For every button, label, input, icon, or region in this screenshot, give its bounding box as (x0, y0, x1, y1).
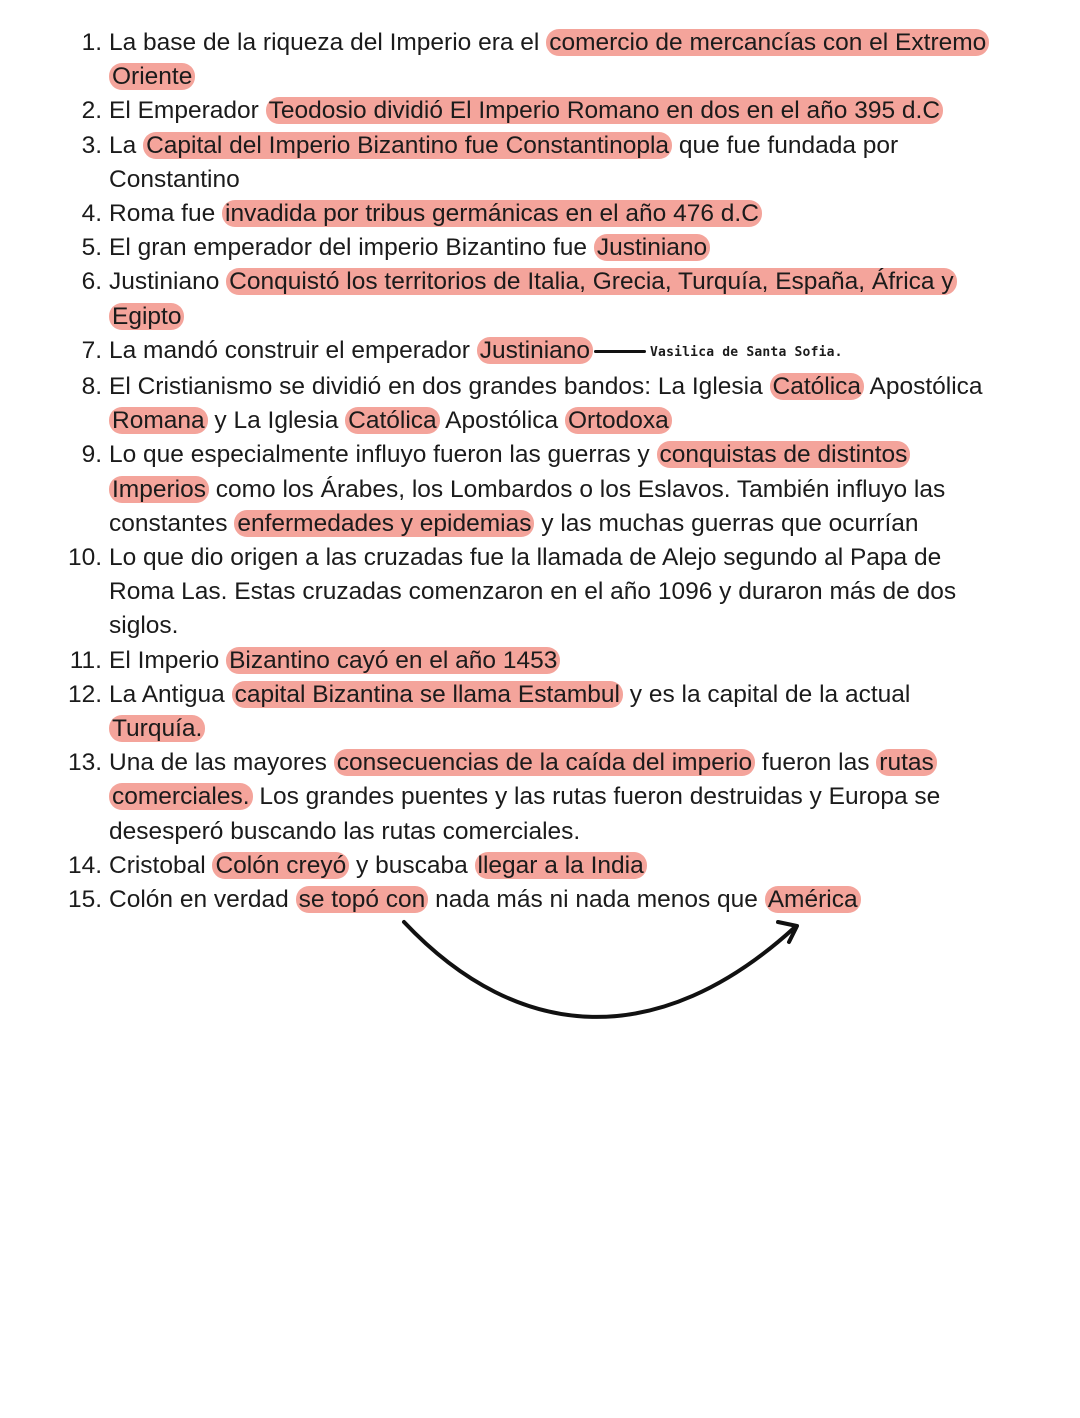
item-number: 10. (67, 544, 102, 572)
answer-item (0, 334, 1080, 370)
answer-item (0, 129, 1080, 197)
answer-text: y es la capital de la actual (623, 680, 911, 708)
highlighted-answer: rutas comerciales. (109, 749, 937, 810)
answer-text: Una de las mayores (109, 749, 334, 777)
answer-text: Los grandes puentes y las rutas fueron destruidas y Europa se desesperó buscando las rutas comerciales. (109, 783, 941, 845)
item-number: 14. (67, 851, 102, 879)
highlighted-answer: invadida por tribus germánicas en el año 476 d.C (222, 200, 762, 227)
item-number: 15. (67, 886, 102, 914)
answer-text: El gran emperador del imperio Bizantino fue (109, 234, 594, 262)
answer-text: Cristobal (109, 851, 213, 879)
answer-item (0, 26, 1080, 94)
answer-item (0, 678, 1080, 746)
answer-text: Apostólica (864, 373, 983, 401)
highlighted-answer: comercio de mercancías con el Extremo Oriente (109, 29, 989, 90)
highlighted-answer: Capital del Imperio Bizantino fue Constantinopla (143, 132, 672, 159)
answer-item (0, 746, 1080, 849)
answer-text: nada más ni nada menos que (428, 886, 765, 914)
highlighted-answer: Católica (345, 407, 440, 434)
answer-item (0, 541, 1080, 644)
handwritten-note: Vasilica de Santa Sofia. (650, 344, 843, 360)
answer-item (0, 197, 1080, 231)
arrow-curve (404, 922, 794, 1017)
answer-text: La mandó construir el emperador (109, 336, 477, 364)
highlighted-answer: Católica (770, 373, 865, 400)
answer-text: El Cristianismo se dividió en dos grandes bandos: La Iglesia (109, 373, 770, 401)
answer-text: El Imperio (109, 646, 227, 674)
highlighted-answer: Justiniano (594, 234, 710, 261)
arrow-head (778, 922, 797, 942)
answer-text: La base de la riqueza del Imperio era el (109, 29, 547, 56)
item-number: 9. (81, 441, 102, 469)
highlighted-answer: se topó con (296, 886, 429, 913)
answer-text: que fue fundada por Constantino (109, 131, 899, 193)
highlighted-answer: Colón creyó (212, 852, 349, 879)
highlighted-answer: enfermedades y epidemias (234, 510, 534, 537)
item-number: 1. (81, 29, 102, 56)
highlighted-answer: conquistas de distintos Imperios (109, 441, 910, 502)
item-number: 2. (81, 97, 102, 125)
answer-list (0, 26, 1080, 917)
answer-text: El Emperador (109, 97, 266, 125)
highlighted-answer: consecuencias de la caída del imperio (334, 749, 755, 776)
highlighted-answer: capital Bizantina se llama Estambul (232, 681, 623, 708)
answer-text: Lo que dio origen a las cruzadas fue la llamada de Alejo segundo al Papa de Roma Las. Estas cruzadas comenzaron en el año 1096 y duraron más de dos siglos. (109, 544, 957, 640)
answer-text: La Antigua (109, 680, 232, 708)
answer-item (0, 883, 1080, 917)
answer-item (0, 438, 1080, 541)
answer-text: fueron las (755, 749, 877, 777)
answer-text: Lo que especialmente influyo fueron las guerras y (109, 441, 657, 469)
highlighted-answer: Bizantino cayó en el año 1453 (226, 647, 560, 674)
answer-text: y buscaba (349, 851, 475, 879)
item-number: 5. (81, 234, 102, 262)
highlighted-answer: Conquistó los territorios de Italia, Grecia, Turquía, España, África y Egipto (109, 268, 957, 329)
answer-text: Colón en verdad (109, 886, 296, 914)
item-number: 6. (81, 268, 102, 296)
highlighted-answer: Justiniano (477, 337, 593, 364)
highlighted-answer: Turquía. (109, 715, 205, 742)
answer-sheet (0, 26, 1080, 917)
answer-text: Apostólica (439, 407, 565, 435)
item-number: 4. (81, 200, 102, 228)
answer-text: Roma fue (109, 200, 223, 228)
highlighted-answer: llegar a la India (475, 852, 647, 879)
item-number: 12. (67, 680, 102, 708)
highlighted-answer: Teodosio dividió El Imperio Romano en dos en el año 395 d.C (266, 97, 943, 124)
answer-text: y La Iglesia (207, 407, 346, 435)
item-number: 8. (81, 373, 102, 401)
item-number: 11. (69, 646, 102, 674)
answer-text: como los Árabes, los Lombardos o los Eslavos. También influyo las constantes (109, 475, 946, 537)
highlighted-answer: Romana (109, 407, 208, 434)
answer-item (0, 370, 1080, 438)
pen-stroke-line (594, 350, 646, 353)
highlighted-answer: Ortodoxa (565, 407, 672, 434)
answer-item (0, 644, 1080, 678)
answer-item (0, 231, 1080, 265)
item-number: 13. (67, 749, 102, 777)
answer-item (0, 265, 1080, 333)
highlighted-answer: América (765, 886, 861, 913)
answer-text: y las muchas guerras que ocurrían (534, 509, 919, 537)
answer-text: Justiniano (109, 268, 227, 296)
answer-item (0, 94, 1080, 128)
answer-item (0, 849, 1080, 883)
item-number: 7. (81, 336, 102, 364)
answer-text: La (109, 131, 144, 159)
item-number: 3. (81, 131, 102, 159)
